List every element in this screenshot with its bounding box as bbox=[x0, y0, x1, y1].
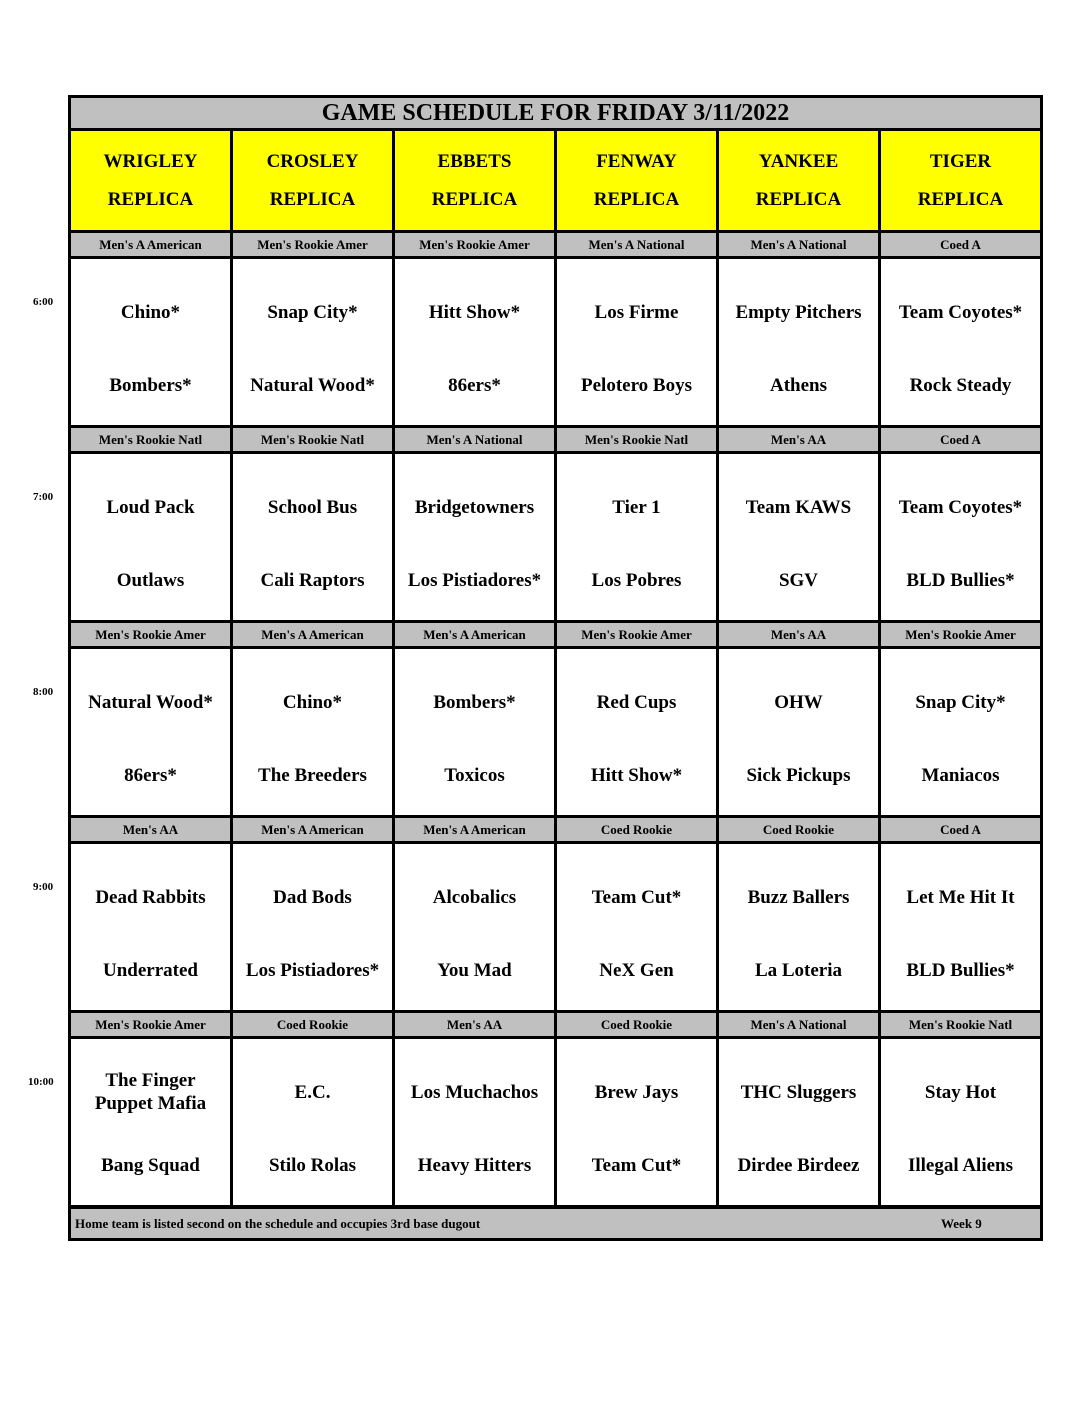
home-team: NeX Gen bbox=[599, 960, 674, 981]
away-team bbox=[395, 873, 554, 921]
away-team bbox=[71, 873, 230, 921]
division-label: Men's A National bbox=[395, 428, 557, 451]
time-label: 6:00 bbox=[33, 296, 54, 308]
game-cell bbox=[557, 649, 719, 815]
game-cell bbox=[881, 454, 1040, 620]
division-label: Coed A bbox=[881, 818, 1040, 841]
away-team bbox=[233, 483, 392, 531]
venue-tiger bbox=[881, 131, 1040, 230]
game-cell bbox=[233, 1039, 395, 1205]
division-label: Coed Rookie bbox=[233, 1013, 395, 1036]
game-cell bbox=[881, 1039, 1040, 1205]
away-team bbox=[719, 1068, 878, 1116]
footer-row bbox=[71, 1206, 1040, 1238]
away-team-name: Natural Wood* bbox=[88, 691, 213, 713]
footer-note: Home team is listed second on the schedule and occupies 3rd base dugout bbox=[75, 1216, 481, 1231]
schedule-title: GAME SCHEDULE FOR FRIDAY 3/11/2022 bbox=[71, 98, 1040, 131]
venue-name: TIGER bbox=[929, 150, 992, 172]
home-team: Athens bbox=[769, 375, 827, 396]
home-team: Heavy Hitters bbox=[417, 1155, 532, 1176]
game-cell bbox=[71, 454, 233, 620]
week-label: Week 9 bbox=[941, 1216, 982, 1231]
time-label: 8:00 bbox=[33, 686, 54, 698]
division-label: Men's Rookie Amer bbox=[71, 1013, 233, 1036]
game-cell bbox=[395, 454, 557, 620]
venue-sub: REPLICA bbox=[431, 188, 518, 210]
venue-yankee bbox=[719, 131, 881, 230]
game-cell bbox=[881, 844, 1040, 1010]
division-label: Men's Rookie Amer bbox=[71, 623, 233, 646]
division-label: Men's Rookie Amer bbox=[233, 233, 395, 256]
away-team-name: Bombers* bbox=[433, 691, 516, 713]
game-cell bbox=[719, 844, 881, 1010]
game-cell bbox=[395, 649, 557, 815]
division-label: Men's AA bbox=[71, 818, 233, 841]
division-label: Coed A bbox=[881, 233, 1040, 256]
away-team-name: Los Muchachos bbox=[410, 1081, 539, 1103]
time-slot bbox=[71, 620, 1040, 815]
division-label: Coed Rookie bbox=[557, 818, 719, 841]
away-team bbox=[71, 678, 230, 726]
away-team bbox=[233, 288, 392, 336]
venue-ebbets bbox=[395, 131, 557, 230]
game-cell bbox=[395, 844, 557, 1010]
venue-sub: REPLICA bbox=[917, 188, 1004, 210]
venue-crosley bbox=[233, 131, 395, 230]
away-team-name: Hitt Show* bbox=[428, 301, 521, 323]
away-team bbox=[719, 483, 878, 531]
away-team bbox=[395, 1068, 554, 1116]
game-cell bbox=[719, 259, 881, 425]
division-label: Men's A American bbox=[233, 623, 395, 646]
home-team: Toxicos bbox=[444, 765, 505, 786]
away-team-name: Stay Hot bbox=[924, 1081, 997, 1103]
away-team-name: OHW bbox=[774, 691, 823, 713]
venue-sub: REPLICA bbox=[593, 188, 680, 210]
venue-name: WRIGLEY bbox=[103, 150, 198, 172]
home-team: Outlaws bbox=[116, 570, 185, 591]
division-label: Coed Rookie bbox=[719, 818, 881, 841]
division-label: Coed Rookie bbox=[557, 1013, 719, 1036]
division-label: Men's Rookie Amer bbox=[881, 623, 1040, 646]
home-team: Hitt Show* bbox=[590, 765, 683, 786]
division-label: Coed A bbox=[881, 428, 1040, 451]
game-cell bbox=[719, 649, 881, 815]
away-team bbox=[881, 483, 1040, 531]
games-row bbox=[71, 451, 1040, 620]
away-team bbox=[233, 678, 392, 726]
venue-name: FENWAY bbox=[596, 150, 677, 172]
home-team: 86ers* bbox=[124, 765, 177, 786]
away-team bbox=[557, 288, 716, 336]
venue-sub: REPLICA bbox=[269, 188, 356, 210]
time-slot bbox=[71, 1010, 1040, 1205]
home-team: La Loteria bbox=[754, 960, 843, 981]
away-team bbox=[557, 1068, 716, 1116]
division-label: Men's A American bbox=[395, 623, 557, 646]
away-team-name: Empty Pitchers bbox=[735, 301, 862, 323]
away-team bbox=[233, 1068, 392, 1116]
game-cell bbox=[719, 1039, 881, 1205]
venue-sub: REPLICA bbox=[755, 188, 842, 210]
home-team: Cali Raptors bbox=[260, 570, 365, 591]
games-row bbox=[71, 1036, 1040, 1205]
game-cell bbox=[557, 454, 719, 620]
away-team-name: School Bus bbox=[267, 496, 358, 518]
game-cell bbox=[71, 649, 233, 815]
home-team: Pelotero Boys bbox=[581, 375, 692, 396]
home-team: Los Pistiadores* bbox=[407, 570, 542, 591]
game-cell bbox=[233, 844, 395, 1010]
away-team-name: Alcobalics bbox=[432, 886, 517, 908]
away-team-name: Los Firme bbox=[594, 301, 679, 323]
home-team: Bang Squad bbox=[101, 1155, 200, 1176]
venue-wrigley bbox=[71, 131, 233, 230]
home-team: The Breeders bbox=[258, 765, 367, 786]
home-team: Rock Steady bbox=[909, 375, 1012, 396]
division-label: Men's Rookie Natl bbox=[233, 428, 395, 451]
division-label: Men's Rookie Natl bbox=[881, 1013, 1040, 1036]
away-team bbox=[881, 873, 1040, 921]
away-team-name: Let Me Hit It bbox=[906, 886, 1015, 908]
games-row bbox=[71, 256, 1040, 425]
away-team bbox=[719, 288, 878, 336]
game-cell bbox=[71, 259, 233, 425]
away-team-name: Team Coyotes* bbox=[898, 496, 1023, 518]
division-row bbox=[71, 230, 1040, 256]
time-label: 7:00 bbox=[33, 491, 54, 503]
away-team bbox=[71, 483, 230, 531]
time-label: 10:00 bbox=[28, 1076, 54, 1088]
division-label: Men's Rookie Amer bbox=[557, 623, 719, 646]
away-team bbox=[71, 1068, 230, 1116]
away-team bbox=[233, 873, 392, 921]
division-row bbox=[71, 620, 1040, 646]
home-team: Dirdee Birdeez bbox=[737, 1155, 860, 1176]
division-row bbox=[71, 425, 1040, 451]
away-team-name: Brew Jays bbox=[594, 1081, 679, 1103]
division-label: Men's AA bbox=[719, 428, 881, 451]
division-label: Men's Rookie Natl bbox=[557, 428, 719, 451]
away-team bbox=[395, 678, 554, 726]
venue-fenway bbox=[557, 131, 719, 230]
away-team-name: Dad Bods bbox=[273, 886, 352, 908]
home-team: Illegal Aliens bbox=[907, 1155, 1014, 1176]
away-team bbox=[881, 288, 1040, 336]
away-team-name: Dead Rabbits bbox=[95, 886, 206, 908]
away-team-name: E.C. bbox=[294, 1081, 331, 1103]
away-team-name: Chino* bbox=[282, 691, 343, 713]
away-team-name: Bridgetowners bbox=[414, 496, 535, 518]
home-team: Team Cut* bbox=[591, 1155, 682, 1176]
game-cell bbox=[395, 259, 557, 425]
home-team: 86ers* bbox=[448, 375, 501, 396]
away-team-name: Team KAWS bbox=[745, 496, 852, 518]
away-team bbox=[881, 678, 1040, 726]
game-cell bbox=[557, 259, 719, 425]
game-cell bbox=[71, 1039, 233, 1205]
schedule-table bbox=[68, 95, 1043, 1241]
game-cell bbox=[233, 259, 395, 425]
away-team-name: Chino* bbox=[120, 301, 181, 323]
time-slot bbox=[71, 425, 1040, 620]
venue-name: EBBETS bbox=[437, 150, 512, 172]
home-team: Stilo Rolas bbox=[268, 1155, 357, 1176]
time-label: 9:00 bbox=[33, 881, 54, 893]
game-cell bbox=[233, 649, 395, 815]
away-team bbox=[395, 483, 554, 531]
venue-name: YANKEE bbox=[758, 150, 839, 172]
division-label: Men's AA bbox=[395, 1013, 557, 1036]
game-cell bbox=[881, 649, 1040, 815]
game-cell bbox=[395, 1039, 557, 1205]
game-cell bbox=[719, 454, 881, 620]
time-slot bbox=[71, 815, 1040, 1010]
home-team: BLD Bullies* bbox=[906, 570, 1015, 591]
division-label: Men's AA bbox=[719, 623, 881, 646]
away-team-name: Team Coyotes* bbox=[898, 301, 1023, 323]
away-team bbox=[557, 678, 716, 726]
venue-header-row bbox=[71, 131, 1040, 230]
games-row bbox=[71, 646, 1040, 815]
home-team: Maniacos bbox=[921, 765, 1000, 786]
home-team: BLD Bullies* bbox=[906, 960, 1015, 981]
home-team: Los Pistiadores* bbox=[245, 960, 380, 981]
division-label: Men's A National bbox=[719, 233, 881, 256]
division-row bbox=[71, 1010, 1040, 1036]
away-team bbox=[881, 1068, 1040, 1116]
venue-name: CROSLEY bbox=[266, 150, 359, 172]
away-team bbox=[719, 873, 878, 921]
game-cell bbox=[557, 844, 719, 1010]
home-team: Underrated bbox=[103, 960, 198, 981]
game-cell bbox=[71, 844, 233, 1010]
away-team-name: Team Cut* bbox=[591, 886, 682, 908]
away-team bbox=[557, 873, 716, 921]
venue-sub: REPLICA bbox=[107, 188, 194, 210]
division-label: Men's A National bbox=[719, 1013, 881, 1036]
division-label: Men's A American bbox=[233, 818, 395, 841]
time-slot bbox=[71, 230, 1040, 425]
game-cell bbox=[557, 1039, 719, 1205]
division-label: Men's Rookie Amer bbox=[395, 233, 557, 256]
away-team-name: Snap City* bbox=[267, 301, 358, 323]
away-team bbox=[71, 288, 230, 336]
home-team: Los Pobres bbox=[591, 570, 682, 591]
games-row bbox=[71, 841, 1040, 1010]
division-label: Men's Rookie Natl bbox=[71, 428, 233, 451]
away-team bbox=[719, 678, 878, 726]
home-team: Bombers* bbox=[109, 375, 192, 396]
away-team bbox=[395, 288, 554, 336]
home-team: Natural Wood* bbox=[250, 375, 375, 396]
away-team-name: Tier 1 bbox=[612, 496, 661, 518]
home-team: SGV bbox=[778, 570, 819, 591]
game-cell bbox=[881, 259, 1040, 425]
away-team-name: The Finger Puppet Mafia bbox=[94, 1070, 207, 1114]
away-team-name: Red Cups bbox=[596, 691, 677, 713]
away-team bbox=[557, 483, 716, 531]
game-cell bbox=[233, 454, 395, 620]
division-label: Men's A American bbox=[395, 818, 557, 841]
home-team: Sick Pickups bbox=[746, 765, 851, 786]
away-team-name: Buzz Ballers bbox=[747, 886, 850, 908]
away-team-name: Snap City* bbox=[915, 691, 1006, 713]
away-team-name: Loud Pack bbox=[106, 496, 195, 518]
home-team: You Mad bbox=[437, 960, 512, 981]
division-label: Men's A American bbox=[71, 233, 233, 256]
division-row bbox=[71, 815, 1040, 841]
division-label: Men's A National bbox=[557, 233, 719, 256]
away-team-name: THC Sluggers bbox=[740, 1081, 857, 1103]
